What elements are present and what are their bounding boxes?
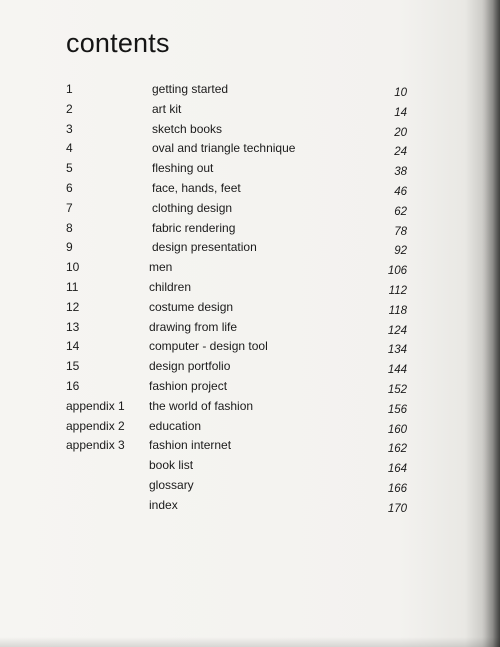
chapter-title: fashion internet (149, 438, 232, 453)
page-number: 14 (394, 106, 407, 119)
chapter-title: computer - design tool (149, 339, 268, 354)
toc-row (0, 219, 500, 239)
chapter-title: art kit (152, 101, 182, 116)
toc-row (0, 377, 500, 397)
toc-row (0, 238, 500, 258)
chapter-number: 4 (66, 141, 73, 156)
chapter-title: design portfolio (149, 359, 231, 374)
page-number: 170 (387, 502, 407, 515)
toc-row (0, 397, 500, 417)
chapter-title: design presentation (152, 240, 257, 255)
toc-row (0, 120, 500, 140)
chapter-title: fashion project (149, 378, 228, 393)
toc-row (0, 258, 500, 278)
chapter-title: children (149, 279, 192, 294)
toc-row (0, 100, 500, 120)
toc-row (0, 456, 500, 476)
chapter-title: fleshing out (152, 161, 214, 176)
chapter-title: education (149, 418, 202, 433)
chapter-number: 13 (66, 319, 80, 334)
chapter-title: oval and triangle technique (152, 141, 296, 156)
toc-row (0, 337, 500, 357)
chapter-number: 1 (66, 82, 73, 96)
chapter-title: face, hands, feet (152, 180, 241, 195)
chapter-title: sketch books (152, 121, 223, 136)
toc-row (0, 199, 500, 219)
page-number: 10 (394, 87, 407, 99)
chapter-title: drawing from life (149, 319, 238, 334)
page-number: 160 (387, 423, 407, 436)
chapter-number: appendix 1 (66, 398, 125, 413)
chapter-number: 2 (66, 101, 73, 116)
table-of-contents (0, 80, 500, 516)
toc-row (0, 80, 500, 100)
page-edge-shadow (482, 0, 500, 647)
toc-row (0, 496, 500, 516)
page-number: 124 (387, 324, 407, 337)
toc-row (0, 417, 500, 437)
chapter-title: glossary (149, 477, 194, 492)
chapter-title: fabric rendering (152, 220, 236, 235)
page-number: 78 (394, 225, 407, 238)
toc-row (0, 298, 500, 318)
page-number: 162 (387, 443, 407, 456)
chapter-title: men (149, 260, 173, 275)
toc-row (0, 476, 500, 496)
page-number: 156 (387, 403, 407, 416)
chapter-number: 12 (66, 299, 80, 314)
chapter-number: 15 (66, 359, 80, 374)
toc-row (0, 278, 500, 298)
chapter-number: 5 (66, 161, 73, 176)
chapter-number: 10 (66, 260, 80, 275)
page-number: 166 (387, 482, 407, 495)
page-number: 62 (394, 205, 407, 218)
chapter-title: book list (149, 458, 194, 473)
chapter-title: clothing design (152, 200, 233, 215)
page-number: 92 (394, 245, 407, 258)
page-number: 112 (388, 284, 407, 297)
page-title: contents (66, 28, 170, 58)
page-number: 144 (387, 364, 407, 377)
chapter-number: 11 (66, 279, 79, 294)
chapter-number: 3 (66, 121, 73, 136)
chapter-number: 8 (66, 220, 73, 235)
page-number: 20 (394, 126, 407, 139)
page-number: 38 (394, 166, 407, 179)
chapter-number: 9 (66, 240, 73, 255)
toc-row (0, 436, 500, 456)
chapter-number: 16 (66, 378, 80, 393)
chapter-title: the world of fashion (149, 398, 254, 413)
chapter-number: 14 (66, 339, 80, 354)
chapter-title: getting started (152, 82, 229, 96)
chapter-number: appendix 2 (66, 418, 125, 433)
chapter-title: costume design (149, 299, 234, 314)
toc-row (0, 357, 500, 377)
chapter-number: 6 (66, 180, 73, 195)
page-number: 46 (394, 185, 407, 198)
page-number: 152 (387, 383, 407, 396)
page-number: 24 (394, 146, 407, 159)
page-number: 164 (387, 463, 407, 476)
chapter-number: 7 (66, 200, 73, 215)
toc-row (0, 179, 500, 199)
page-bottom-shadow (0, 637, 500, 647)
toc-row (0, 318, 500, 338)
page-number: 106 (387, 265, 407, 278)
chapter-number: appendix 3 (66, 438, 125, 453)
page-number: 118 (388, 304, 407, 317)
toc-row (0, 139, 500, 159)
toc-row (0, 159, 500, 179)
page-number: 134 (387, 344, 407, 357)
chapter-title: index (149, 497, 178, 512)
